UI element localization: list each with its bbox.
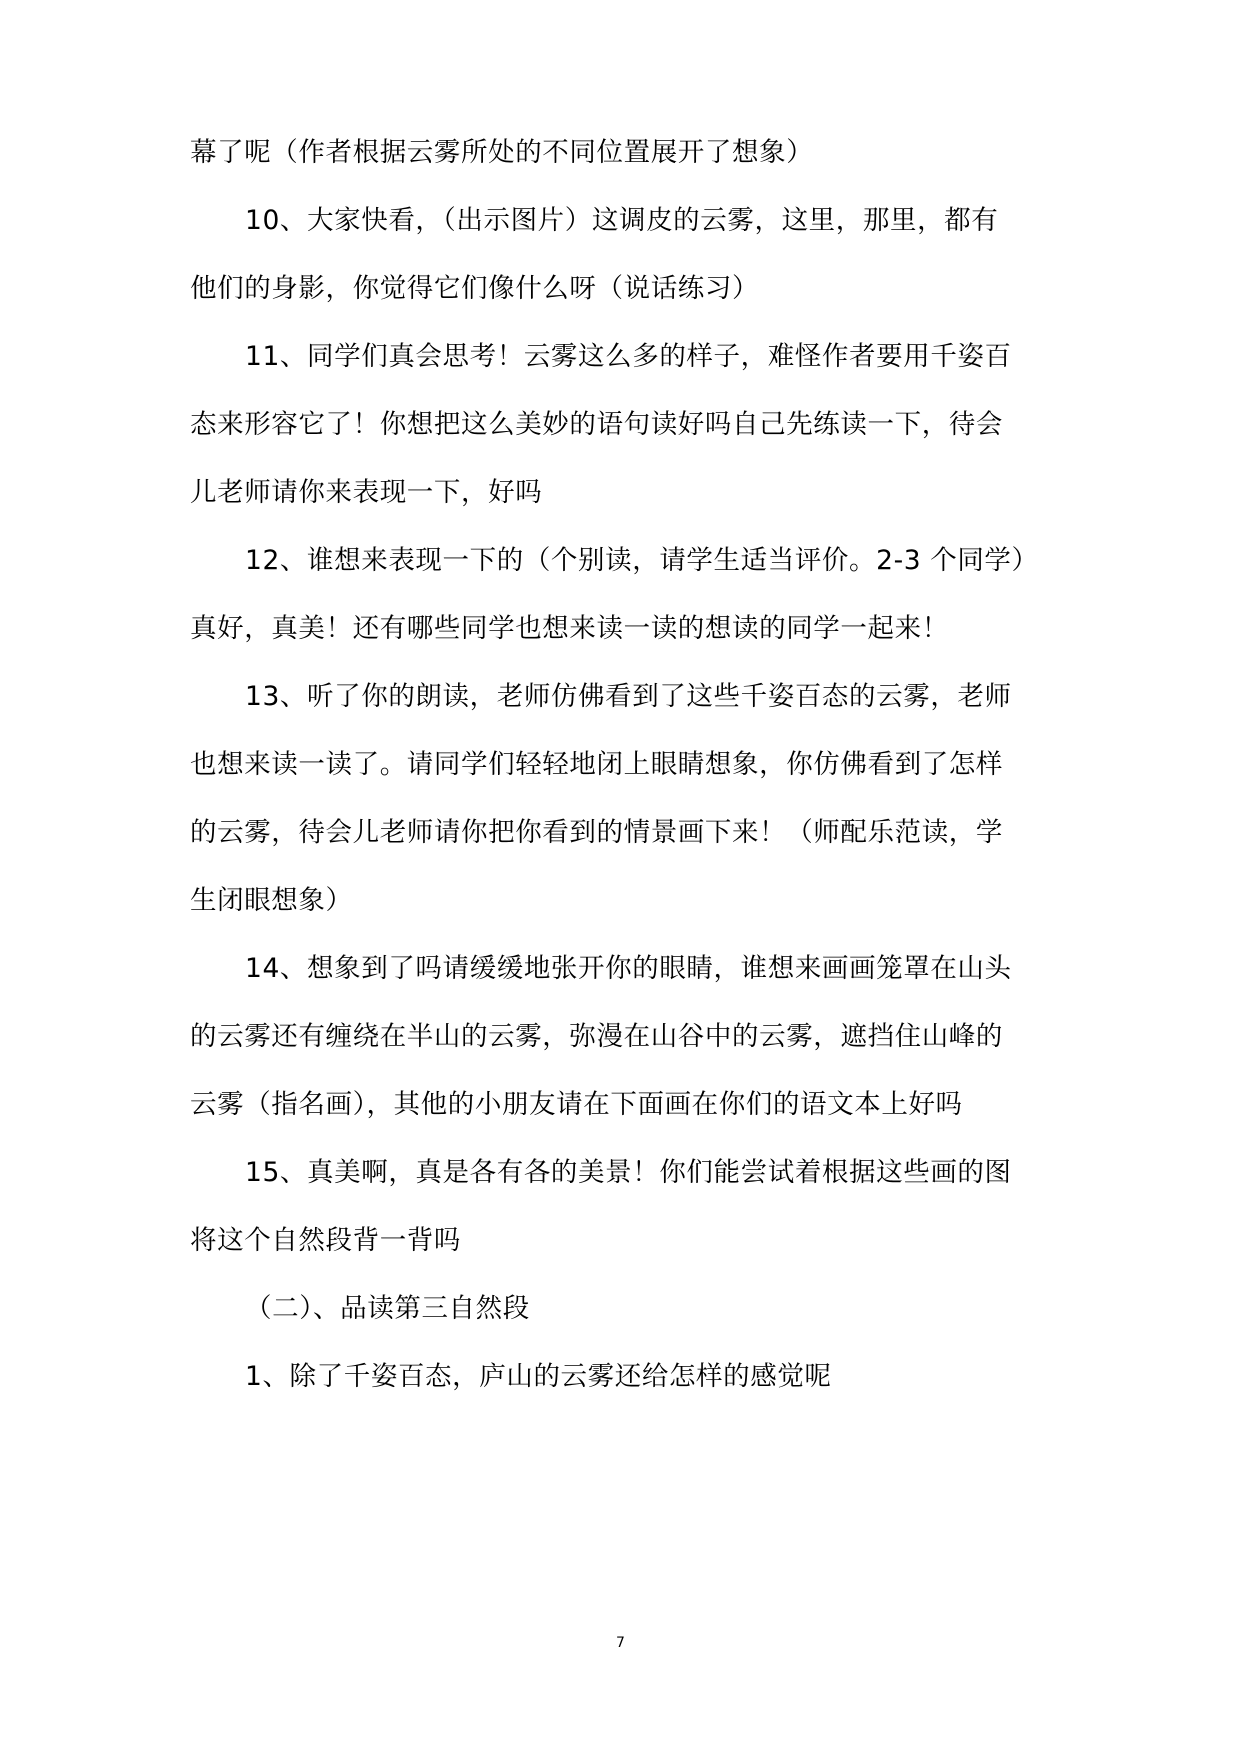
- text-line: 14、想象到了吗请缓缓地张开你的眼睛，谁想来画画笼罩在山头: [245, 953, 1012, 984]
- text-line: 也想来读一读了。请同学们轻轻地闭上眼睛想象，你仿佛看到了怎样: [190, 749, 1003, 780]
- section-heading: （二）、品读第三自然段: [245, 1293, 530, 1324]
- text-line: 11、同学们真会思考！云雾这么多的样子，难怪作者要用千姿百: [245, 341, 1012, 372]
- text-line: 儿老师请你来表现一下，好吗: [190, 477, 543, 508]
- text-line: 15、真美啊，真是各有各的美景！你们能尝试着根据这些画的图: [245, 1157, 1012, 1188]
- text-line: 态来形容它了！你想把这么美妙的语句读好吗自己先练读一下，待会: [190, 409, 1003, 440]
- text-line: 生闭眼想象）: [190, 885, 353, 916]
- page-number: 7: [616, 1635, 625, 1651]
- text-line: 13、听了你的朗读，老师仿佛看到了这些千姿百态的云雾，老师: [245, 681, 1012, 712]
- text-line: 12、谁想来表现一下的（个别读，请学生适当评价。2-3 个同学）: [245, 545, 1039, 576]
- text-line: 1、除了千姿百态，庐山的云雾还给怎样的感觉呢: [245, 1361, 832, 1392]
- text-line: 他们的身影，你觉得它们像什么呀（说话练习）: [190, 273, 760, 304]
- text-line: 云雾（指名画），其他的小朋友请在下面画在你们的语文本上好吗: [190, 1089, 963, 1120]
- text-line: 将这个自然段背一背吗: [190, 1225, 461, 1256]
- text-line: 10、大家快看，（出示图片）这调皮的云雾，这里，那里，都有: [245, 205, 999, 236]
- text-line: 的云雾还有缠绕在半山的云雾，弥漫在山谷中的云雾，遮挡住山峰的: [190, 1021, 1003, 1052]
- text-line: 幕了呢（作者根据云雾所处的不同位置展开了想象）: [190, 137, 814, 168]
- text-line: 真好，真美！还有哪些同学也想来读一读的想读的同学一起来！: [190, 613, 949, 644]
- text-line: 的云雾，待会儿老师请你把你看到的情景画下来！（师配乐范读，学: [190, 817, 1003, 848]
